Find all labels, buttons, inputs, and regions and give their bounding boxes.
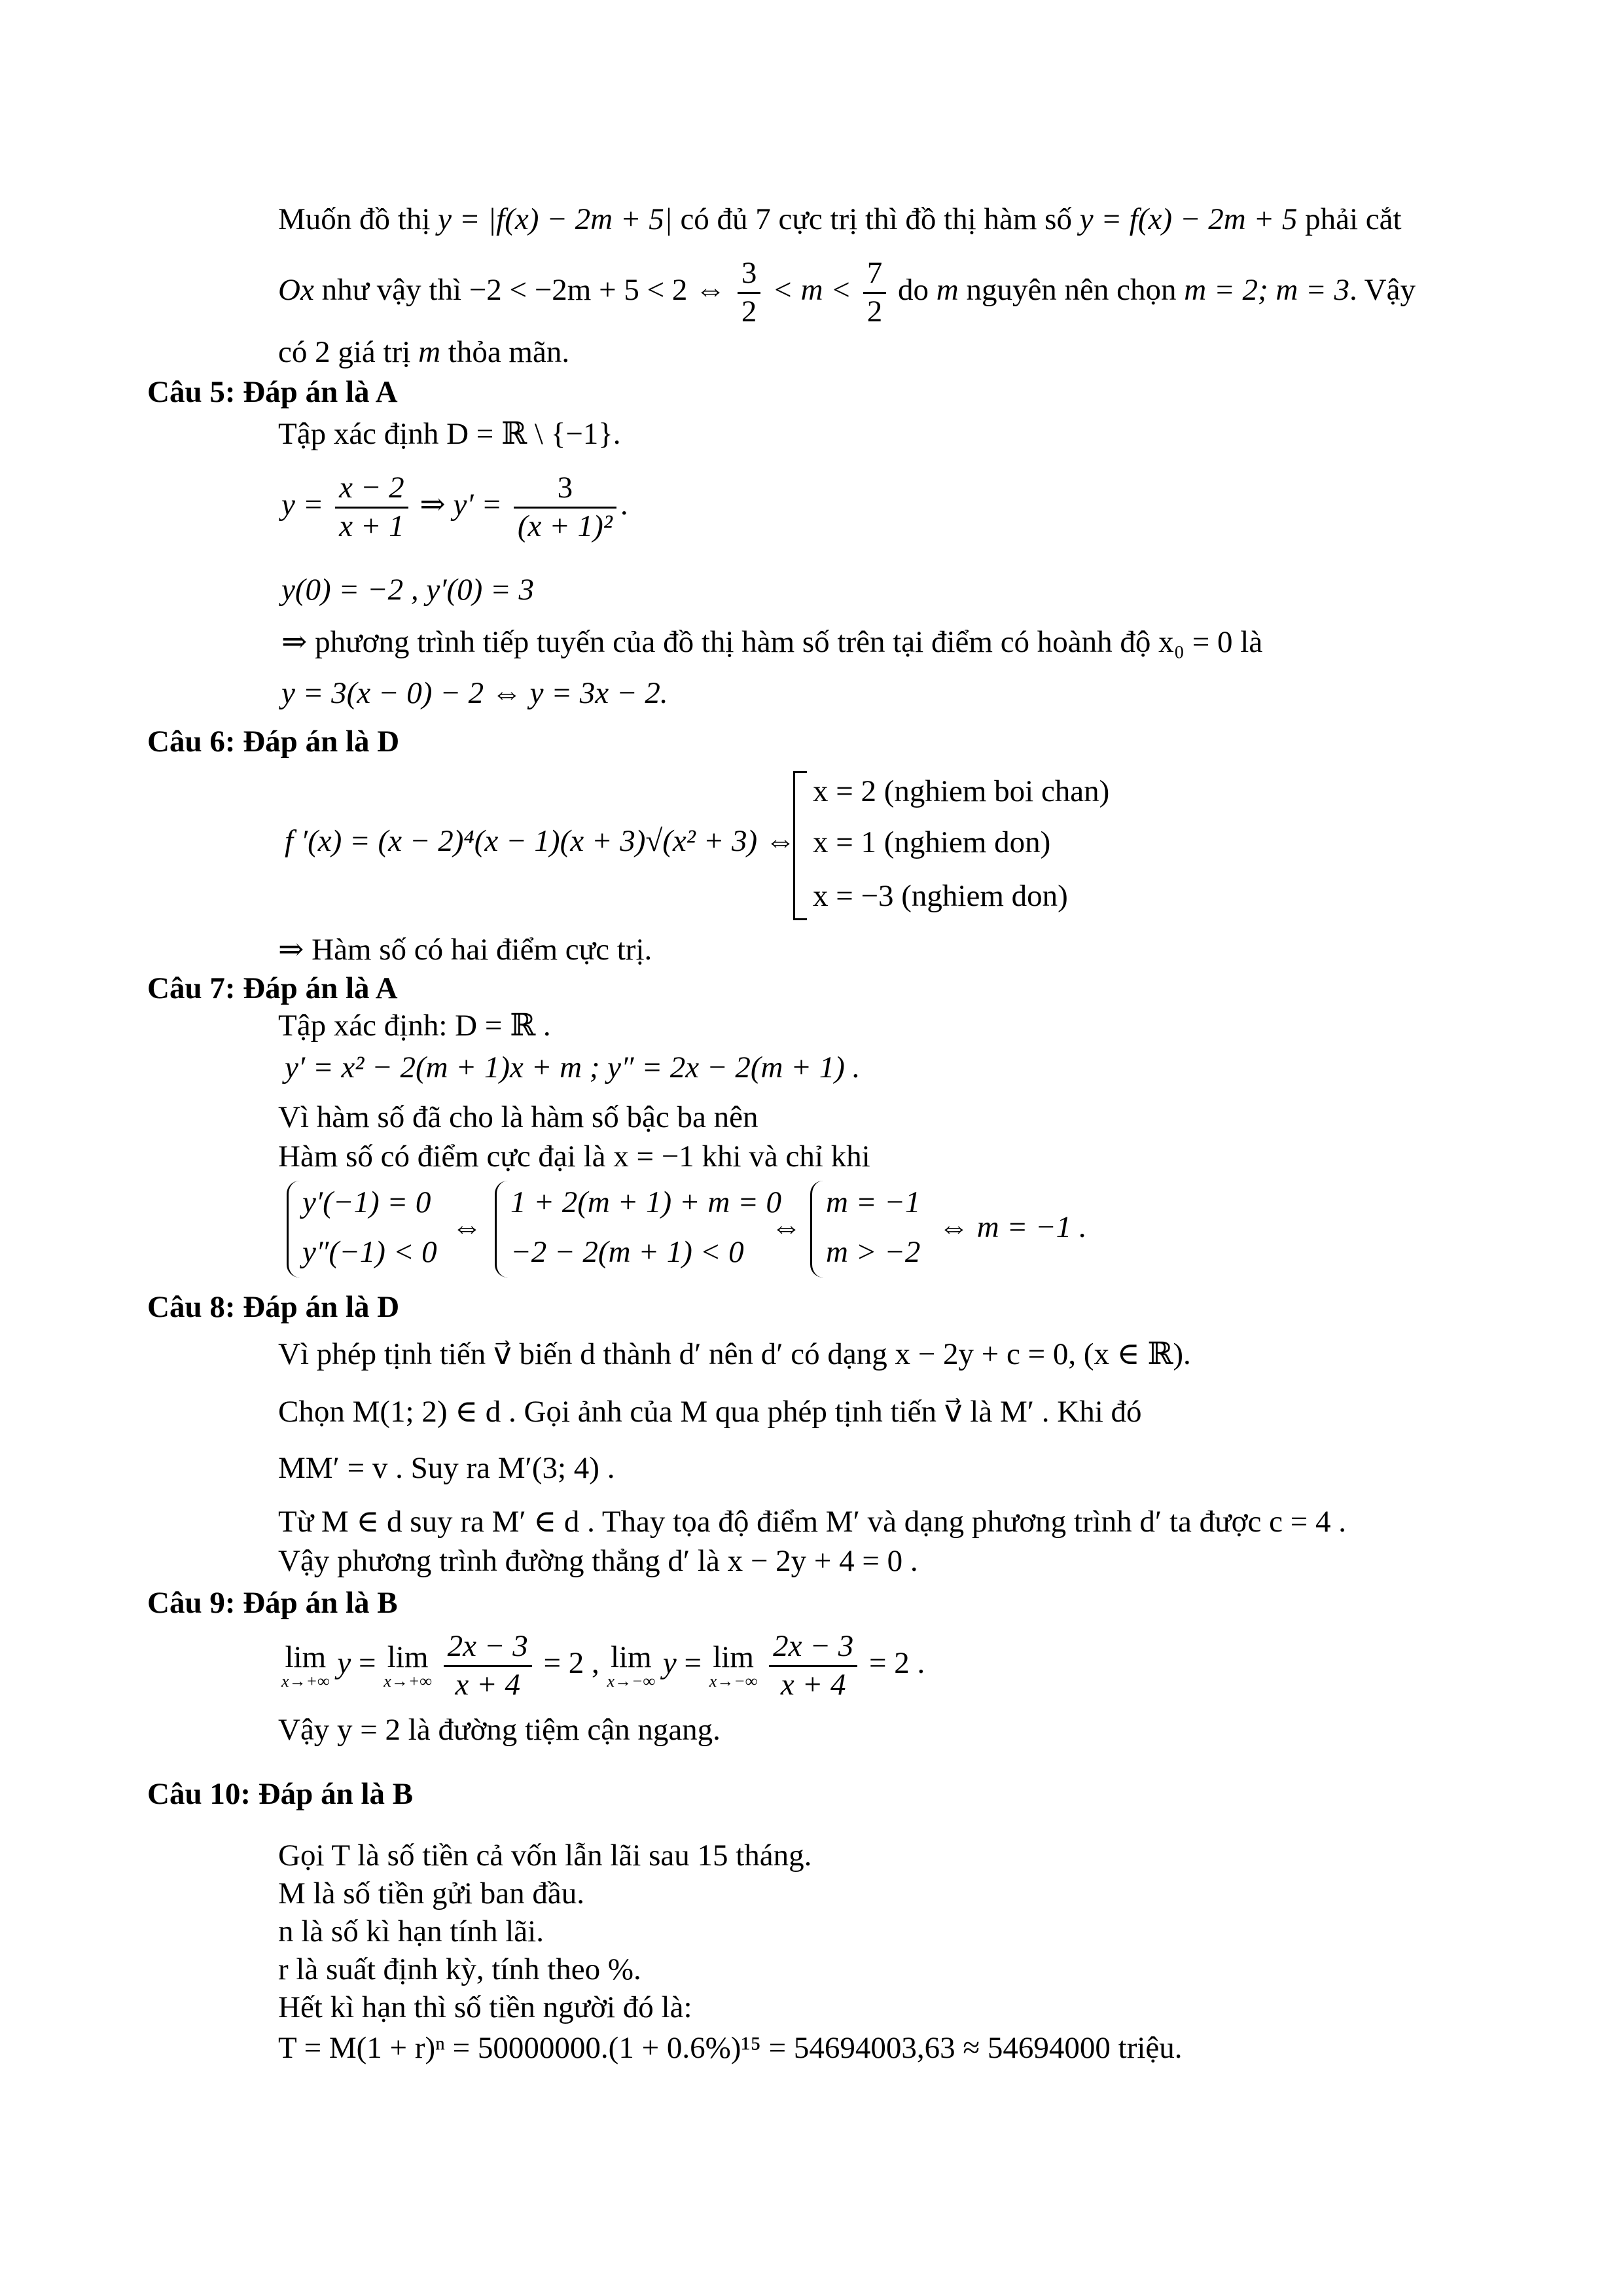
lim-word: lim [285,1640,327,1674]
math: y = [281,487,332,522]
text: thỏa mãn. [440,335,570,369]
q7-sys3-a: m = −1 [826,1185,921,1219]
numerator: 2x − 3 [769,1628,857,1667]
lim-sub: x→+∞ [281,1671,330,1691]
math: m [936,272,959,307]
q6-heading: Câu 6: Đáp án là D [147,725,400,759]
fraction [444,1628,532,1703]
q9-heading: Câu 9: Đáp án là B [147,1586,398,1620]
denominator: 2 [741,294,757,329]
q7-iff-1: ⇔ [452,1210,482,1244]
q8-line-5: Vậy phương trình đường thẳng d′ là x − 2y + 4 = 0 . [278,1544,918,1578]
q7-iff-2: ⇔ [771,1210,802,1244]
math: y = f(x) − 2m + 5 [1079,202,1298,236]
q10-line-6: T = M(1 + r)ⁿ = 50000000.(1 + 0.6%)¹⁵ = 54694003,63 ≈ 54694000 triệu. [278,2031,1183,2065]
text: . [620,487,628,522]
q7-line-2: y′ = x² − 2(m + 1)x + m ; y″ = 2x − 2(m + 1) . [285,1050,861,1085]
lim-sub: x→−∞ [607,1671,656,1691]
q7-line-1: Tập xác định: D = ℝ . [278,1009,551,1043]
lim-sub: x→−∞ [709,1671,758,1691]
math: m [418,335,441,369]
limit [607,1642,655,1690]
text: có 2 giá trị [278,335,419,369]
q7-brace-1 [287,1181,300,1278]
lim-word: lim [610,1640,652,1674]
q7-brace-2 [495,1181,508,1278]
lim-word: lim [387,1640,429,1674]
q7-sys2-b: −2 − 2(m + 1) < 0 [510,1235,744,1269]
text: = [351,1645,384,1680]
lim-word: lim [713,1640,754,1674]
text: phải cắt [1297,202,1402,236]
text: như vậy thì −2 < −2m + 5 < 2 ⇔ [313,272,734,307]
q9-limits [281,1628,925,1703]
q8-line-4: Từ M ∈ d suy ra M′ ∈ d . Thay tọa độ điểm M′ và dạng phương trình d′ ta được c = 4 . [278,1505,1346,1539]
q8-line-3: MM′ = v . Suy ra M′(3; 4) . [278,1451,615,1485]
q7-sys2-a: 1 + 2(m + 1) + m = 0 [510,1185,782,1219]
limit [709,1642,758,1690]
numerator: x − 2 [335,470,408,509]
q5-line-5: y = 3(x − 0) − 2 ⇔ y = 3x − 2. [281,676,668,710]
text: Muốn đồ thị [278,202,438,236]
q7-sys3-b: m > −2 [826,1235,921,1269]
intro-line-2 [278,255,1416,330]
numerator: 7 [863,255,887,294]
q10-line-3: n là số kì hạn tính lãi. [278,1914,544,1948]
q7-brace-3 [810,1181,824,1278]
math: ⇒ y′ = [412,487,510,522]
math: m = 2; m = 3 [1184,272,1349,307]
denominator: (x + 1)² [517,509,613,543]
fraction [738,255,761,330]
q10-line-5: Hết kì hạn thì số tiền người đó là: [278,1990,692,2024]
text: = 2 , [535,1645,607,1680]
q6-line-2: ⇒ Hàm số có hai điểm cực trị. [278,933,652,967]
denominator: x + 4 [780,1667,846,1702]
q8-line-1: Vì phép tịnh tiến v⃗ biến d thành d′ nên d′ có dạng x − 2y + c = 0, (x ∈ ℝ). [278,1337,1191,1371]
q5-line-2 [281,470,628,545]
denominator: x + 1 [339,509,404,543]
numerator: 3 [738,255,761,294]
text: . Vậy [1349,272,1416,307]
q8-heading: Câu 8: Đáp án là D [147,1290,400,1324]
math: y = |f(x) − 2m + 5| [438,202,673,236]
intro-line-1 [278,204,1402,235]
q5-line-3: y(0) = −2 , y′(0) = 3 [281,573,535,607]
denominator: 2 [866,294,883,329]
fraction [514,470,616,545]
q9-line-2: Vậy y = 2 là đường tiệm cận ngang. [278,1713,721,1747]
fraction [335,470,408,545]
numerator: 3 [514,470,616,509]
denominator: x + 4 [455,1667,520,1702]
math: y [662,1645,677,1680]
lim-sub: x→+∞ [383,1671,432,1691]
q6-case-3: x = −3 (nghiem don) [813,879,1068,913]
text: do [890,272,936,307]
q8-line-2: Chọn M(1; 2) ∈ d . Gọi ảnh của M qua phép tịnh tiến v⃗ là M′ . Khi đó [278,1395,1142,1429]
text: có đủ 7 cực trị thì đồ thị hàm số [672,202,1080,236]
limit [383,1642,432,1690]
q7-heading: Câu 7: Đáp án là A [147,971,398,1005]
q10-line-2: M là số tiền gửi ban đầu. [278,1876,584,1910]
limit [281,1642,330,1690]
math: Ox [278,272,314,307]
q7-result: ⇔ m = −1 . [938,1210,1087,1244]
numerator: 2x − 3 [444,1628,532,1667]
text: = 2 . [861,1645,925,1680]
text: = [676,1645,709,1680]
q6-case-1: x = 2 (nghiem boi chan) [813,774,1110,808]
math: < m < [764,272,859,307]
q10-line-4: r là suất định kỳ, tính theo %. [278,1952,641,1986]
intro-line-3 [278,337,569,368]
q5-line-4: ⇒ phương trình tiếp tuyến của đồ thị hàm số trên tại điểm có hoành độ x₀ = 0 là [281,625,1263,659]
q10-line-1: Gọi T là số tiền cả vốn lẫn lãi sau 15 tháng. [278,1839,812,1873]
q7-sys1-b: y″(−1) < 0 [302,1235,437,1269]
text: nguyên nên chọn [958,272,1185,307]
q5-heading: Câu 5: Đáp án là A [147,375,398,409]
fraction [769,1628,857,1703]
q10-heading: Câu 10: Đáp án là B [147,1777,414,1811]
q6-equation: f ′(x) = (x − 2)⁴(x − 1)(x + 3)√(x² + 3) ⇔ [285,824,796,858]
q5-line-1: Tập xác định D = ℝ \ {−1}. [278,417,621,451]
fraction [863,255,887,330]
q6-case-2: x = 1 (nghiem don) [813,825,1051,859]
q7-sys1-a: y′(−1) = 0 [302,1185,431,1219]
q6-bracket [793,771,807,920]
math: y [337,1645,351,1680]
q7-line-3: Vì hàm số đã cho là hàm số bậc ba nên [278,1100,758,1134]
q7-line-4: Hàm số có điểm cực đại là x = −1 khi và chỉ khi [278,1139,870,1174]
